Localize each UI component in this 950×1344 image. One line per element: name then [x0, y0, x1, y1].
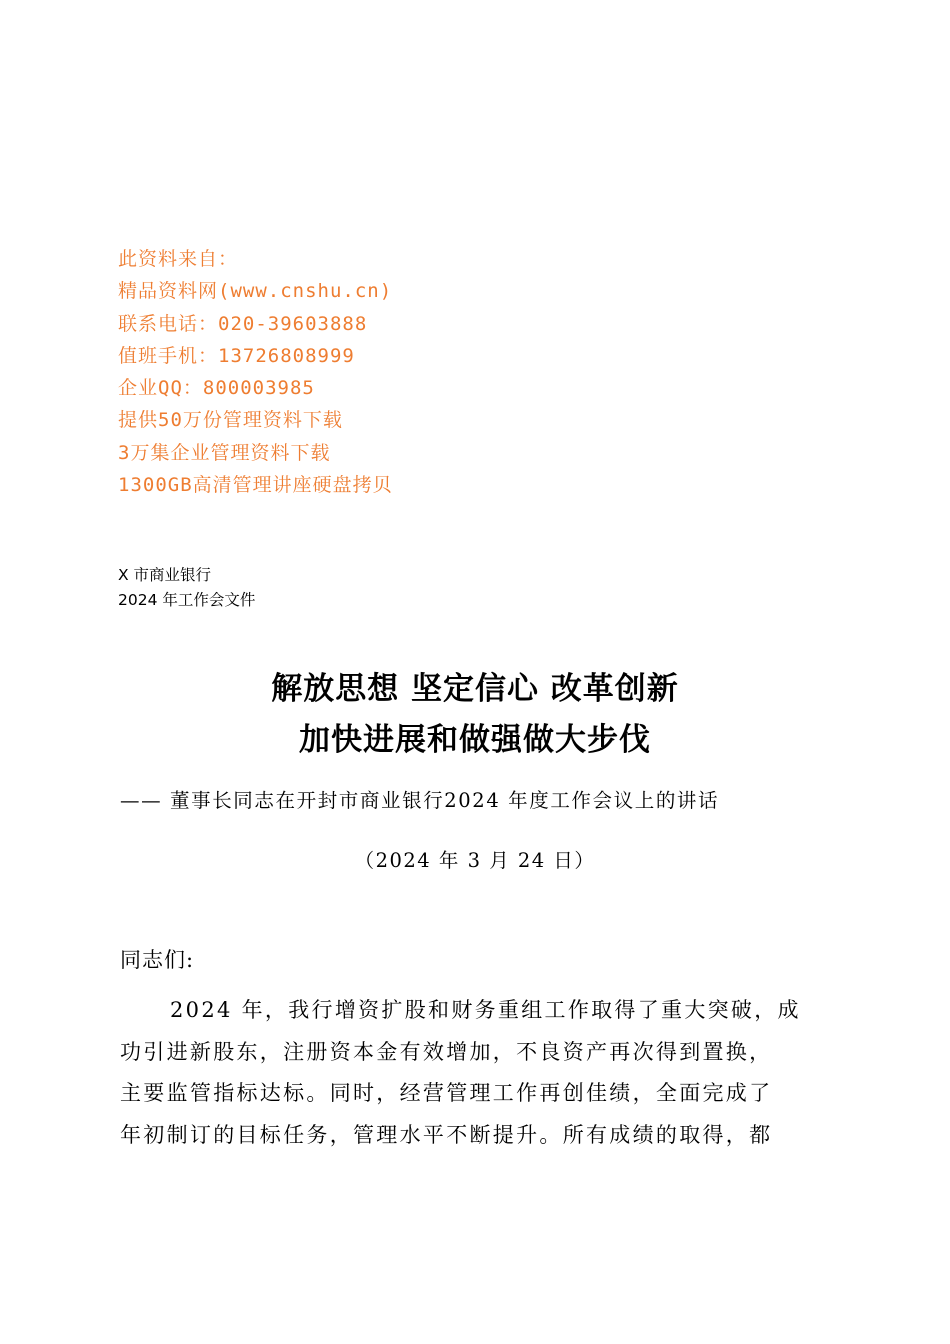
paragraph-line: 年初制订的目标任务，管理水平不断提升。所有成绩的取得，都	[120, 1122, 773, 1147]
promo-line: 联系电话：020-39603888	[118, 312, 368, 335]
paragraph-line: 主要监管指标达标。同时，经营管理工作再创佳绩，全面完成了	[120, 1081, 773, 1105]
document-date: （2024 年 3 月 24 日）	[354, 849, 596, 872]
paragraph-line: 功引进新股东，注册资本金有效增加，不良资产再次得到置换，	[120, 1039, 773, 1064]
promo-line: 精品资料网(www.cnshu.cn)	[118, 280, 393, 303]
promo-line: 企业QQ：800003985	[118, 377, 315, 400]
promo-block	[118, 243, 393, 501]
document-title-line1: 解放思想 坚定信心 改革创新	[271, 671, 679, 707]
org-header	[118, 563, 255, 613]
document-subtitle: —— 董事长同志在开封市商业银行2024 年度工作会议上的讲话	[120, 789, 720, 812]
org-name: X 市商业银行	[118, 566, 212, 584]
salutation: 同志们:	[120, 948, 195, 972]
promo-line: 3万集企业管理资料下载	[118, 441, 331, 464]
promo-line: 1300GB高清管理讲座硬盘拷贝	[118, 474, 393, 497]
document-title-line2: 加快进展和做强做大步伐	[299, 722, 651, 758]
body-paragraph	[120, 990, 842, 1156]
promo-line: 提供50万份管理资料下载	[118, 409, 343, 432]
promo-line: 此资料来自：	[118, 248, 239, 270]
paragraph-line: 2024 年，我行增资扩股和财务重组工作取得了重大突破，成	[170, 998, 801, 1022]
document-series: 2024 年工作会文件	[118, 591, 256, 609]
promo-line: 值班手机：13726808999	[118, 344, 355, 367]
